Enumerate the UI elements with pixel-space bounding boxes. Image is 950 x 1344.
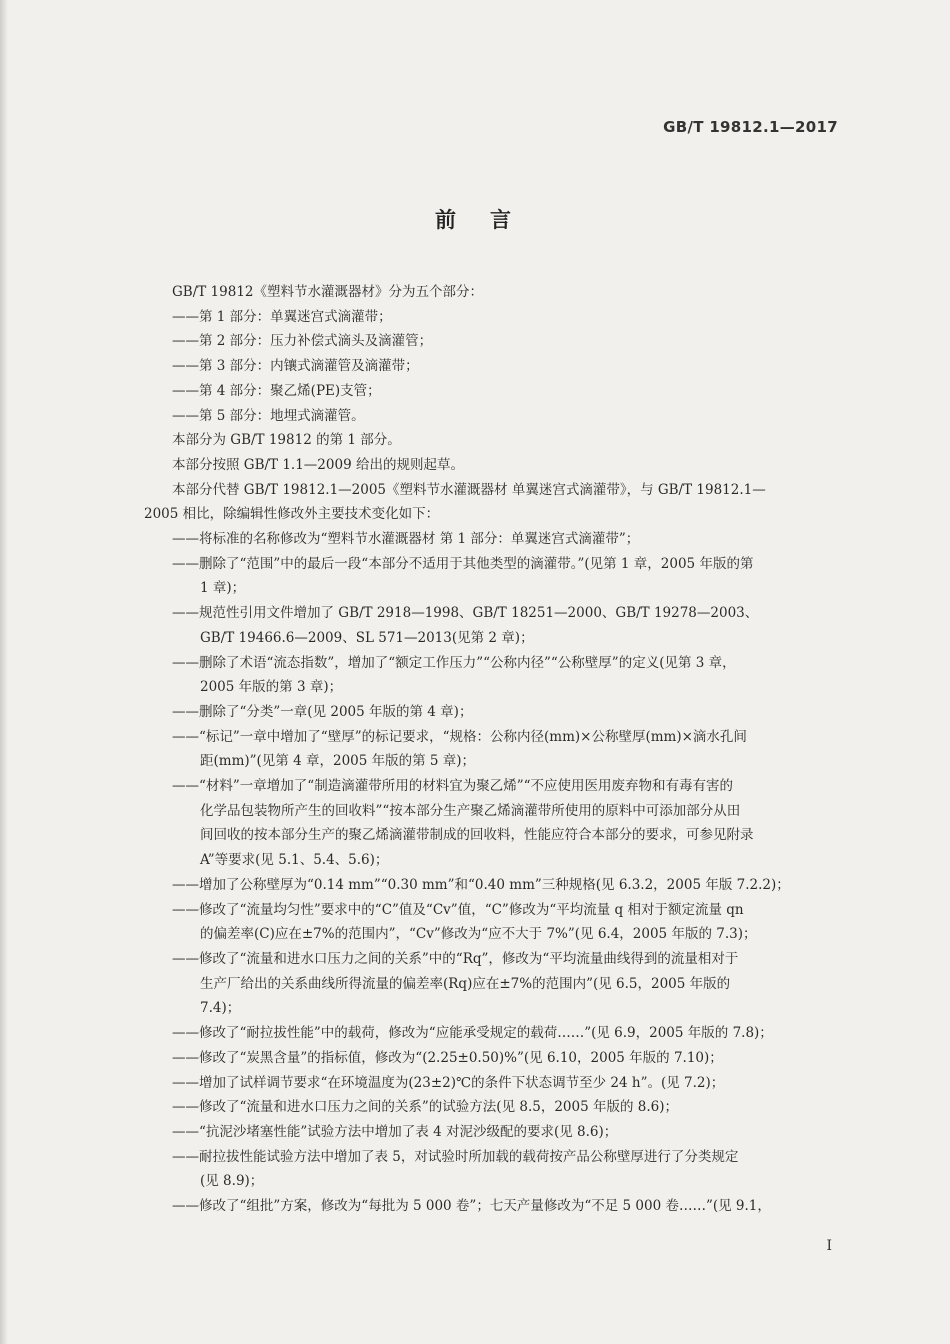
list-item: ——修改了“流量均匀性”要求中的“C”值及“Cv”值，“C”修改为“平均流量 q 相对于额定流量 qn: [172, 901, 744, 918]
list-item: ——修改了“耐拉拔性能”中的载荷，修改为“应能承受规定的载荷……”(见 6.9，2005 年版的 7.8)；: [172, 1025, 773, 1042]
list-item-cont: 生产厂给出的关系曲线所得流量的偏差率(Rq)应在±7%的范围内”(见 6.5，2005 年版的: [200, 975, 731, 992]
list-item: ——修改了“流量和进水口压力之间的关系”中的“Rq”，修改为“平均流量曲线得到的流量相对于: [172, 950, 739, 967]
list-item: ——第 3 部分：内镶式滴灌管及滴灌带；: [172, 358, 419, 375]
list-item: ——增加了公称壁厚为“0.14 mm”“0.30 mm”和“0.40 mm”三种规格(见 6.3.2，2005 年版 7.2.2)；: [172, 876, 790, 893]
list-item-cont: GB/T 19466.6—2009、SL 571—2013(见第 2 章)；: [200, 629, 534, 646]
page-title: 前言: [435, 208, 545, 232]
list-item: ——“标记”一章中增加了“壁厚”的标记要求，“规格：公称内径(mm)×公称壁厚(mm)×滴水孔间: [172, 728, 747, 745]
page-number: I: [826, 1238, 832, 1254]
list-item-cont: 7.4)；: [200, 1000, 241, 1017]
list-item: ——增加了试样调节要求“在环境温度为(23±2)℃的条件下状态调节至少 24 h”。(见 7.2)；: [172, 1074, 725, 1091]
list-item-cont: 化学品包装物所产生的回收料”“按本部分生产聚乙烯滴灌带所使用的原料中可添加部分从田: [200, 802, 741, 819]
list-item-cont: 间回收的按本部分生产的聚乙烯滴灌带制成的回收料，性能应符合本部分的要求，可参见附录: [200, 827, 754, 844]
line: 2005 相比，除编辑性修改外主要技术变化如下：: [144, 506, 440, 523]
line: GB/T 19812《塑料节水灌溉器材》分为五个部分：: [172, 284, 483, 300]
list-item-cont: (见 8.9)；: [200, 1173, 264, 1190]
list-item: ——规范性引用文件增加了 GB/T 2918—1998、GB/T 18251—2000、GB/T 19278—2003、: [172, 605, 759, 622]
list-item: ——删除了“分类”一章(见 2005 年版的第 4 章)；: [172, 703, 473, 720]
list-item: ——删除了术语“流态指数”，增加了“额定工作压力”“公称内径”“公称壁厚”的定义(见第 3 章，: [172, 654, 736, 671]
list-item: ——删除了“范围”中的最后一段“本部分不适用于其他类型的滴灌带。”(见第 1 章，2005 年版的第: [172, 555, 754, 572]
list-item-cont: 2005 年版的第 3 章)；: [200, 679, 343, 696]
list-item: ——修改了“流量和进水口压力之间的关系”的试验方法(见 8.5，2005 年版的 8.6)；: [172, 1099, 679, 1116]
list-item-cont: 的偏差率(C)应在±7%的范围内”，“Cv”修改为“应不大于 7%”(见 6.4，2005 年版的 7.3)；: [200, 926, 757, 943]
line: 本部分按照 GB/T 1.1—2009 给出的规则起草。: [172, 456, 464, 473]
list-item: ——耐拉拔性能试验方法中增加了表 5，对试验时所加载的载荷按产品公称壁厚进行了分类规定: [172, 1148, 739, 1165]
foreword-body: [144, 280, 852, 1219]
line: 本部分为 GB/T 19812 的第 1 部分。: [172, 432, 401, 449]
scan-edge-shadow: [0, 0, 8, 1344]
list-item: ——第 1 部分：单翼迷宫式滴灌带；: [172, 308, 392, 325]
line: 本部分代替 GB/T 19812.1—2005《塑料节水灌溉器材 单翼迷宫式滴灌带》，与 GB/T 19812.1—: [172, 481, 766, 498]
list-item-cont: A”等要求(见 5.1、5.4、5.6)；: [200, 852, 389, 869]
list-item-cont: 1 章)；: [200, 580, 246, 597]
list-item: ——“材料”一章增加了“制造滴灌带所用的材料宜为聚乙烯”“不应使用医用废弃物和有毒有害的: [172, 778, 734, 795]
list-item: ——第 2 部分：压力补偿式滴头及滴灌管；: [172, 333, 433, 350]
list-item: ——第 5 部分：地埋式滴灌管。: [172, 407, 365, 424]
standard-code: GB/T 19812.1—2017: [663, 118, 838, 136]
list-item: ——第 4 部分：聚乙烯(PE)支管；: [172, 382, 381, 399]
list-item: ——修改了“炭黑含量”的指标值，修改为“(2.25±0.50)%”(见 6.10，2005 年版的 7.10)；: [172, 1049, 723, 1066]
list-item: ——修改了“组批”方案，修改为“每批为 5 000 卷”；七天产量修改为“不足 5 000 卷……”(见 9.1，: [172, 1198, 771, 1215]
list-item: ——“抗泥沙堵塞性能”试验方法中增加了表 4 对泥沙级配的要求(见 8.6)；: [172, 1123, 618, 1140]
list-item: ——将标准的名称修改为“塑料节水灌溉器材 第 1 部分：单翼迷宫式滴灌带”；: [172, 531, 640, 548]
list-item-cont: 距(mm)”(见第 4 章，2005 年版的第 5 章)；: [200, 753, 476, 770]
